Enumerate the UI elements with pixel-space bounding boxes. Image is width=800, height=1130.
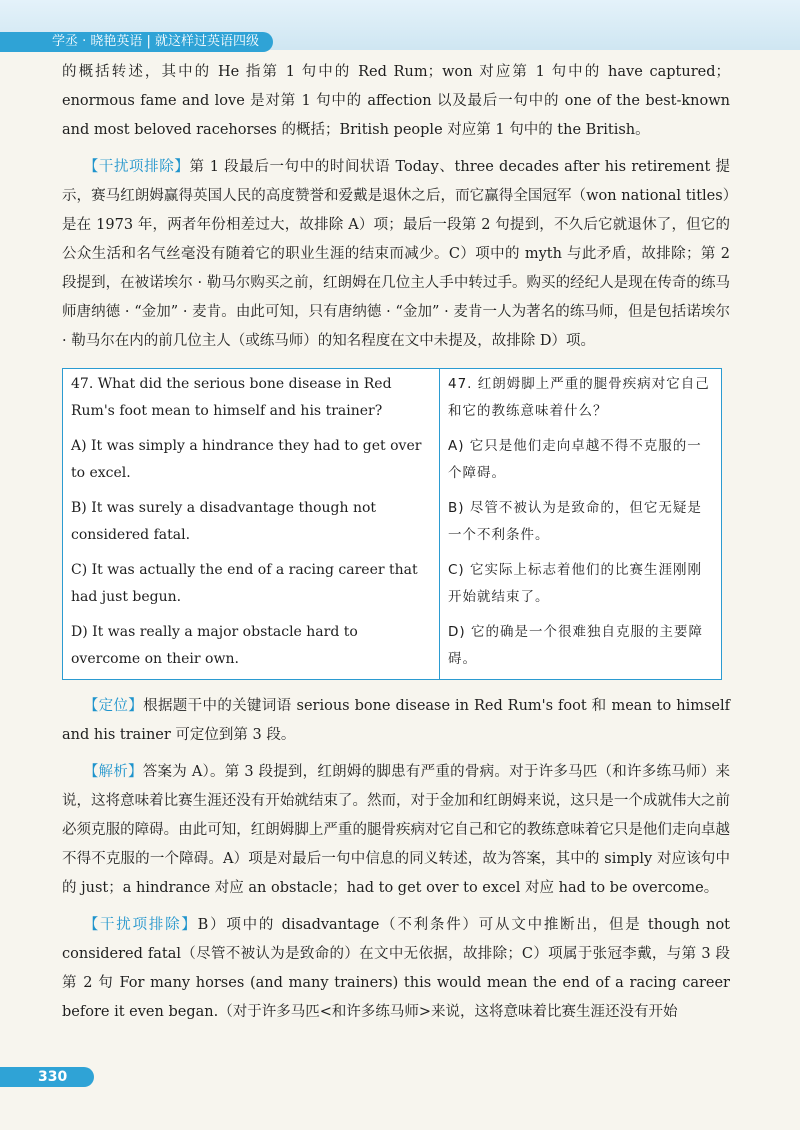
distractor-tag: 【干扰项排除】 xyxy=(83,917,198,933)
option-b-en: B) It was surely a disadvantage though not considered fatal. xyxy=(63,493,440,555)
question-stem-zh: 47. 红朗姆脚上严重的腿骨疾病对它自己和它的教练意味着什么？ xyxy=(448,376,710,419)
book-series-title: 学丞 · 晓艳英语 | 就这样过英语四级 xyxy=(0,32,273,52)
question-stem-en: 47. What did the serious bone disease in Red Rum's foot mean to himself and his trainer? xyxy=(63,369,440,432)
option-c-en: C) It was actually the end of a racing career that had just begun. xyxy=(63,555,440,617)
page-content xyxy=(62,58,730,1035)
page-number-tab xyxy=(0,1067,94,1087)
distractor-text: 第 1 段最后一句中的时间状语 Today、three decades after his retirement 提示，赛马红朗姆赢得英国人民的高度赞誉和爱戴是退休之后，而它赢得全国冠军（won national titles）是在 1973 年，两者年份相差过大，故排除 A）项；最后一段第 2 句提到，不久后它就退休了，但它的公众生活和名气丝毫没有随着它的职业生涯的结束而减少。C）项中的 myth 与此矛盾，故排除；第 2 段提到，在被诺埃尔 · 勒马尔购买之前，红朗姆在几位主人手中转过手。购买的经纪人是现在传奇的练马师唐纳德 · “金加” · 麦肯。由此可知，只有唐纳德 · “金加” · 麦肯一人为著名的练马师，但是包括诺埃尔 · 勒马尔在内的前几位主人（或练马师）的知名程度在文中未提及，故排除 D）项。 xyxy=(62,159,731,349)
option-b-zh: B) 尽管不被认为是致命的，但它无疑是一个不利条件。 xyxy=(448,500,702,543)
table-row xyxy=(63,555,722,617)
distractor-text: B）项中的 disadvantage（不利条件）可从文中推断出，但是 though not considered fatal（尽管不被认为是致命的）在文中无依据，故排除；C）项属于张冠李戴，与第 3 段第 2 句 For many horses (and many trainers) this would mean the end of a racing career before it even began.（对于许多马匹<和许多练马师>来说，这将意味着比赛生涯还没有开始 xyxy=(62,917,731,1020)
intro-paragraph: 的概括转述，其中的 He 指第 1 句中的 Red Rum；won 对应第 1 句中的 have captured；enormous fame and love 是对第 1 句中的 affection 以及最后一句中的 one of the best-known and most beloved racehorses 的概括；British people 对应第 1 句中的 the British。 xyxy=(62,64,730,138)
option-a-en: A) It was simply a hindrance they had to get over to excel. xyxy=(63,431,440,493)
locate-tag: 【定位】 xyxy=(83,698,144,714)
explain-text: 答案为 A）。第 3 段提到，红朗姆的脚患有严重的骨病。对于许多马匹（和许多练马师）来说，这将意味着比赛生涯还没有开始就结束了。然而，对于金加和红朗姆来说，这只是一个成就伟大之前必须克服的障碍。由此可知，红朗姆脚上严重的腿骨疾病对它自己和它的教练意味着它只是他们走向卓越不得不克服的一个障碍。A）项是对最后一句中信息的同义转述，故为答案，其中的 simply 对应该句中的 just；a hindrance 对应 an obstacle；had to get over to excel 对应 had to be overcome。 xyxy=(62,764,730,896)
locate-paragraph xyxy=(62,692,730,750)
explain-tag: 【解析】 xyxy=(83,764,143,780)
header-bar xyxy=(0,0,800,50)
question-table xyxy=(62,368,722,680)
distractor-paragraph-46 xyxy=(62,153,730,356)
page-number: 330 xyxy=(38,1069,68,1085)
table-row xyxy=(63,431,722,493)
locate-text: 根据题干中的关键词语 serious bone disease in Red Rum's foot 和 mean to himself and his trainer 可定位到第 3 段。 xyxy=(62,698,730,743)
explain-paragraph xyxy=(62,758,730,903)
table-row xyxy=(63,617,722,680)
option-a-zh: A) 它只是他们走向卓越不得不克服的一个障碍。 xyxy=(448,438,702,481)
table-row xyxy=(63,369,722,432)
option-c-zh: C) 它实际上标志着他们的比赛生涯刚刚开始就结束了。 xyxy=(448,562,702,605)
option-d-zh: D) 它的确是一个很难独自克服的主要障碍。 xyxy=(448,624,703,667)
distractor-paragraph-47 xyxy=(62,911,730,1027)
option-d-en: D) It was really a major obstacle hard to overcome on their own. xyxy=(63,617,440,680)
table-row xyxy=(63,493,722,555)
distractor-tag: 【干扰项排除】 xyxy=(83,159,190,175)
